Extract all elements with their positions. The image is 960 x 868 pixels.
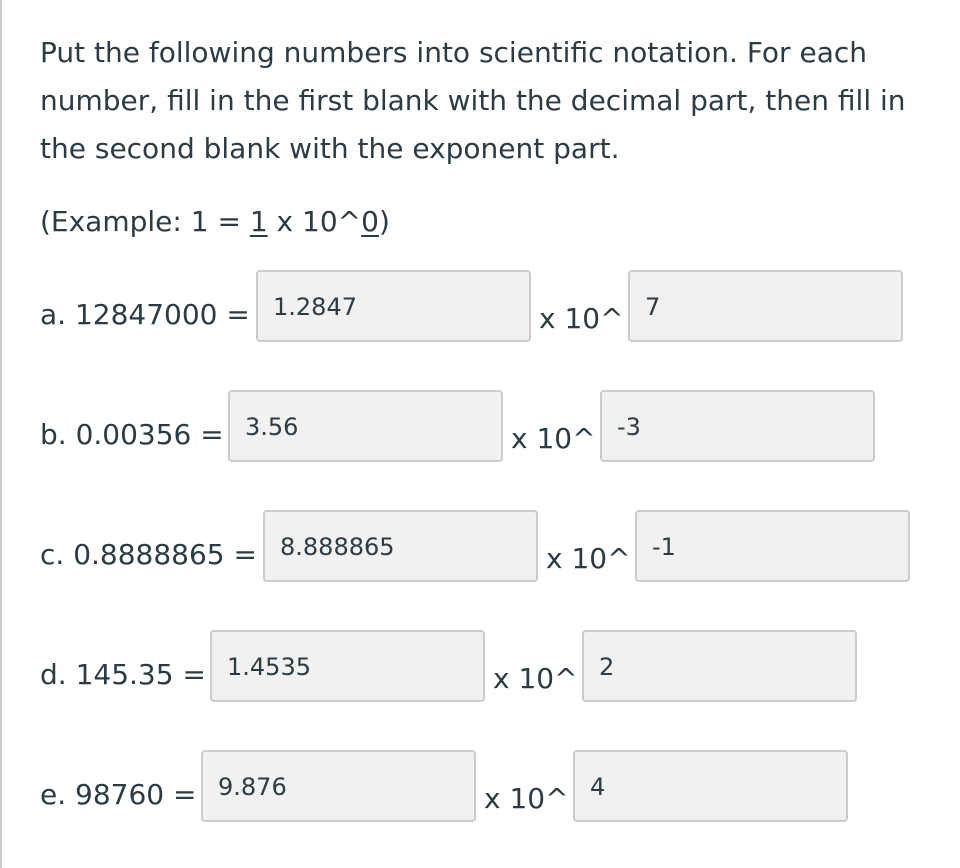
question-a-decimal-value: 1.2847 [273,293,357,321]
question-a-exponent-input[interactable] [628,270,903,342]
example-exponent: 0 [361,205,379,238]
question-c-decimal-value: 8.888865 [280,533,395,561]
question-d-exponent-value: 2 [599,653,615,681]
question-e-label: e. 98760 = [40,778,197,811]
question-d-label: d. 145.35 = [40,658,206,691]
left-border [0,0,2,868]
question-d-decimal-input[interactable] [210,630,485,702]
example-decimal: 1 [249,205,268,238]
question-d-exponent-input[interactable] [582,630,857,702]
question-a-decimal-input[interactable] [256,270,531,342]
question-c-label: c. 0.8888865 = [40,538,257,571]
question-a-exponent-value: 7 [645,293,661,321]
question-a-multiplier: x 10^ [539,302,624,335]
question-e-decimal-value: 9.876 [218,773,287,801]
question-b-exponent-value: -3 [617,413,641,441]
question-e-exponent-value: 4 [590,773,606,801]
example-text [40,198,390,246]
instructions-text: Put the following numbers into scientific notation. For each number, fill in the first blank with the decimal part, then fill in the second blank with the exponent part. [40,36,906,165]
question-c-multiplier: x 10^ [546,542,631,575]
question-c-decimal-input[interactable] [263,510,538,582]
example-prefix: (Example: 1 = [40,205,250,238]
question-e-multiplier: x 10^ [484,782,569,815]
example-suffix: ) [378,205,390,238]
question-b-decimal-input[interactable] [228,390,503,462]
question-a-label: a. 12847000 = [40,298,250,331]
question-e-decimal-input[interactable] [201,750,476,822]
question-c-exponent-input[interactable] [635,510,910,582]
question-d-multiplier: x 10^ [493,662,578,695]
question-b-decimal-value: 3.56 [245,413,299,441]
question-b-label: b. 0.00356 = [40,418,224,451]
example-middle: x 10^ [267,205,362,238]
question-b-multiplier: x 10^ [511,422,596,455]
question-d-decimal-value: 1.4535 [227,653,311,681]
question-c-exponent-value: -1 [652,533,676,561]
question-b-exponent-input[interactable] [600,390,875,462]
question-e-exponent-input[interactable] [573,750,848,822]
